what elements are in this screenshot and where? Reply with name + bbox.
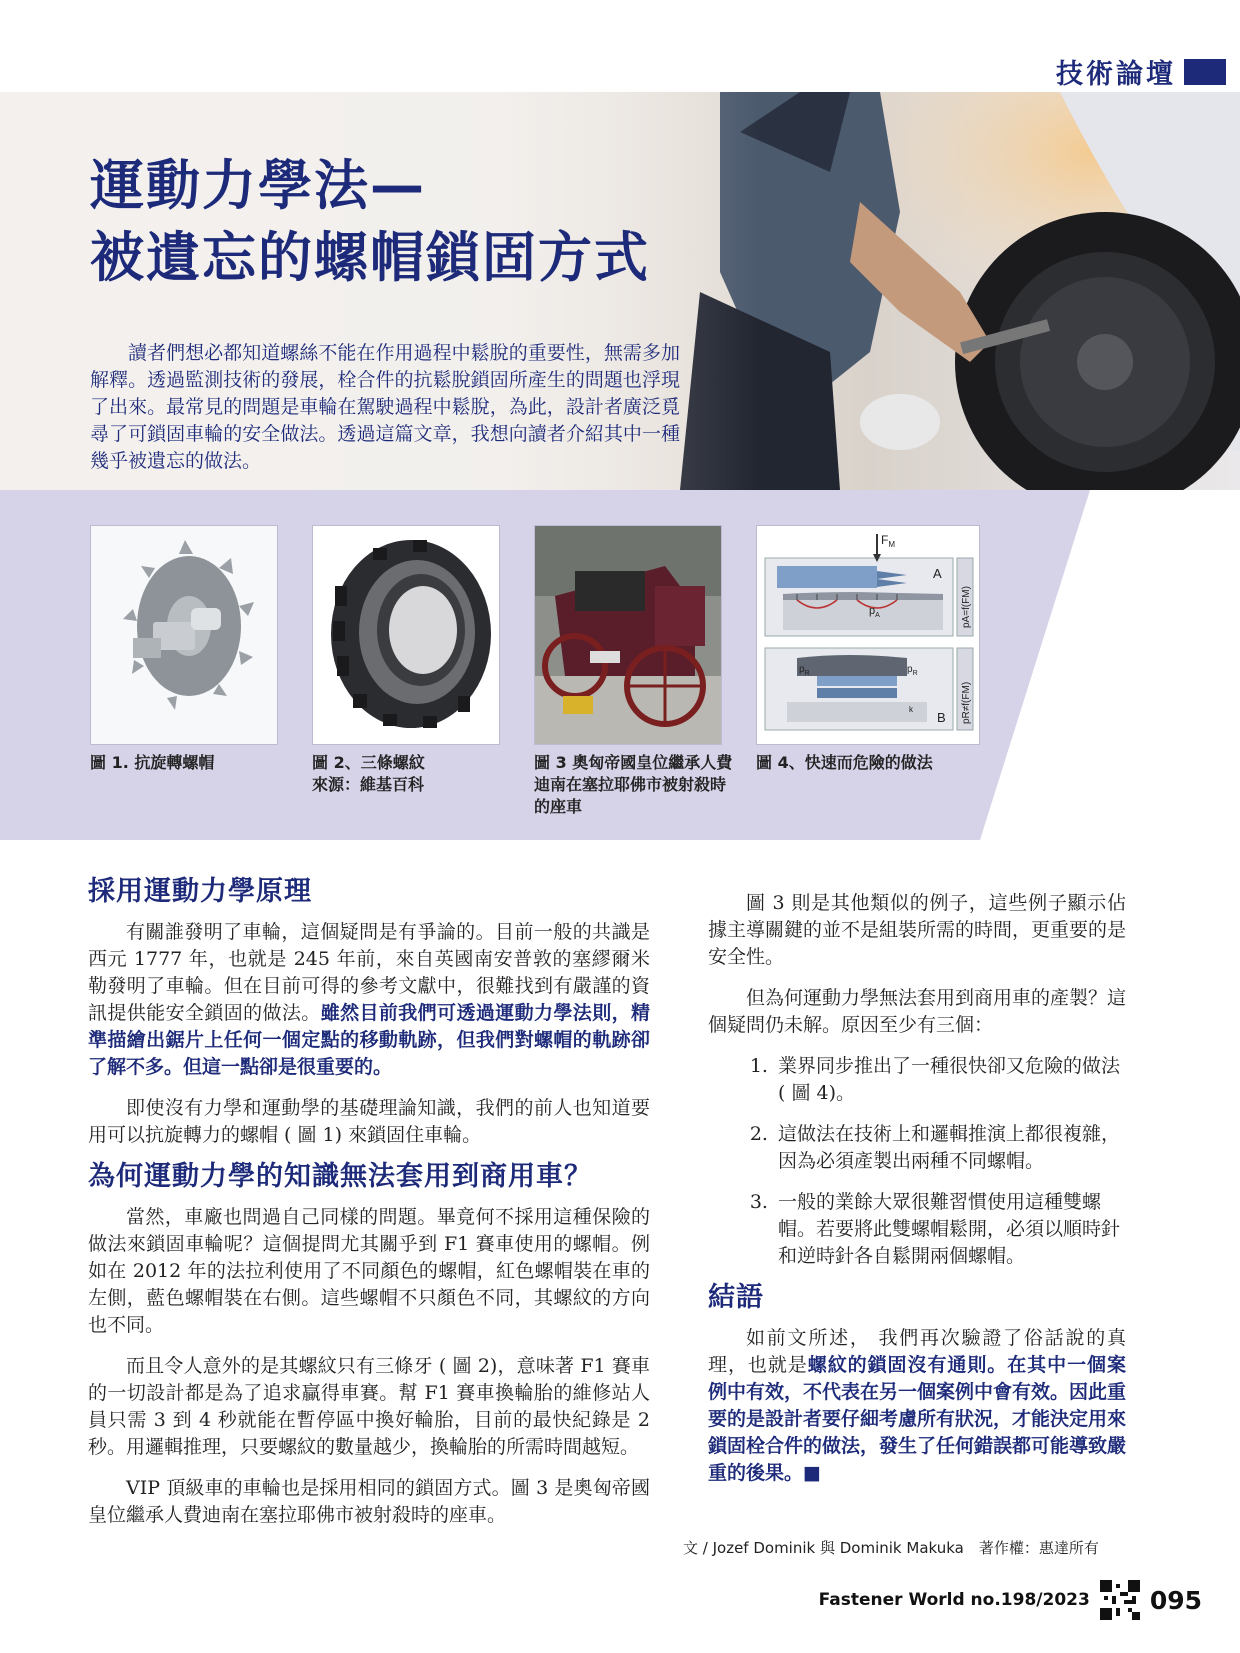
section-bar xyxy=(1184,59,1226,85)
label-a: A xyxy=(933,566,942,581)
side-label-bottom: pR≠f(FM) xyxy=(961,681,972,724)
title-line-2: 被遺忘的螺帽鎖固方式 xyxy=(90,226,650,289)
qr-code-icon xyxy=(1100,1580,1140,1620)
intro-text: 讀者們想必都知道螺絲不能在作用過程中鬆脫的重要性，無需多加解釋。透過監測技術的發展，栓合件的抗鬆脫鎖固所產生的問題也浮現了出來。最常見的問題是車輪在駕駛過程中鬆脫，為此，設計者廣泛覓尋了可鎖固車輪的安全做法。透過這篇文章，我想向讀者介紹其中一種幾乎被遺忘的做法。 xyxy=(90,342,680,472)
anti-rotation-nut-image xyxy=(91,526,277,744)
heading-conclusion: 結語 xyxy=(708,1282,764,1313)
paragraph-8-text: 如前文所述， 我們再次驗證了俗話說的真理，也就是 xyxy=(708,1327,1126,1376)
paragraph-8 xyxy=(708,1325,1126,1487)
nut-pressure-diagram xyxy=(757,526,979,744)
article-title xyxy=(90,150,650,294)
list-item: 3. 一般的業餘大眾很難習慣使用這種雙螺帽。若要將此雙螺帽鬆開，必須以順時針和逆時針各自鬆開兩個螺帽。 xyxy=(774,1189,1126,1270)
section-label: 技術論壇 xyxy=(1056,59,1176,90)
figure-2-caption-text: 圖 2、三條螺紋 來源：維基百科 xyxy=(312,753,425,794)
ferdinand-car-photo xyxy=(535,526,721,744)
section-tag xyxy=(1056,52,1226,91)
pr-label-left: p xyxy=(799,664,805,675)
paragraph-1-text: 有關誰發明了車輪，這個疑問是有爭論的。目前一般的共識是西元 1777 年，也就是 245 年前，來自英國南安普敦的塞繆爾米勒發明了車輪。但在目前可得的參考文獻中，很難找到有嚴謹的資訊提供能安全鎖固的做法。 xyxy=(88,921,650,1024)
left-column xyxy=(88,878,650,1543)
k-label: k xyxy=(909,705,913,714)
force-subscript: M xyxy=(888,540,896,549)
label-b: B xyxy=(937,710,946,725)
reasons-list xyxy=(708,1053,1126,1270)
paragraph-7: 但為何運動力學無法套用到商用車的產製？這個疑問仍未解。原因至少有三個： xyxy=(708,987,1127,1036)
figure-4-caption: 圖 4、快速而危險的做法 xyxy=(756,753,933,772)
force-label: F xyxy=(881,533,889,547)
paragraph-1-highlight: 雖然目前我們可透過運動力學法則，精準描繪出鋸片上任何一個定點的移動軌跡，但我們對螺帽的軌跡卻了解不多。但這一點卻是很重要的。 xyxy=(88,1002,650,1078)
band-slant xyxy=(980,490,1240,840)
figure-1 xyxy=(90,525,278,745)
pr-sub-left: R xyxy=(804,670,810,677)
pr-label-right: p xyxy=(907,664,913,675)
three-thread-nut-image xyxy=(313,526,499,744)
page-number: 095 xyxy=(1149,1585,1202,1615)
paragraph-2: 即使沒有力學和運動學的基礎理論知識，我們的前人也知道要用可以抗旋轉力的螺帽 ( 圖 1) 來鎖固住車輪。 xyxy=(88,1097,650,1146)
paragraph-4: 而且令人意外的是其螺紋只有三條牙 ( 圖 2)，意味著 F1 賽車的一切設計都是為了追求贏得車賽。幫 F1 賽車換輪胎的維修站人員只需 3 到 4 秒就能在暫停區中換好輪胎，目前的最快紀錄是 2 秒。用邏輯推理，只要螺紋的數量越少，換輪胎的所需時間越短。 xyxy=(88,1355,650,1458)
pr-sub-right: R xyxy=(912,670,918,677)
heading-why-not-commercial: 為何運動力學的知識無法套用到商用車？ xyxy=(88,1161,592,1192)
side-label-top: pA=f(FM) xyxy=(961,586,972,628)
figure-4 xyxy=(756,525,980,745)
page-footer xyxy=(819,1580,1202,1620)
figure-2 xyxy=(312,525,500,745)
pa-label: p xyxy=(869,605,876,617)
intro-paragraph xyxy=(90,340,680,475)
list-item: 2. 這做法在技術上和邏輯推演上都很複雜，因為必須產製出兩種不同螺帽。 xyxy=(774,1121,1126,1175)
right-column xyxy=(708,890,1126,1501)
paragraph-1 xyxy=(88,919,650,1081)
paragraph-3: 當然，車廠也問過自己同樣的問題。畢竟何不採用這種保險的做法來鎖固車輪呢？這個提問尤其關乎到 F1 賽車使用的螺帽。例如在 2012 年的法拉利使用了不同顏色的螺帽，紅色螺帽裝在車的左側，藍色螺帽裝在右側。這些螺帽不只顏色不同，其螺紋的方向也不同。 xyxy=(88,1206,650,1336)
figure-3-caption: 圖 3 奧匈帝國皇位繼承人費迪南在塞拉耶佛市被射殺時的座車 xyxy=(534,753,733,816)
magazine-name: Fastener World no.198/2023 xyxy=(818,1590,1090,1610)
heading-kinematics: 採用運動力學原理 xyxy=(88,876,312,907)
figure-1-caption: 圖 1. 抗旋轉螺帽 xyxy=(90,753,215,772)
list-item: 1. 業界同步推出了一種很快卻又危險的做法 ( 圖 4)。 xyxy=(774,1053,1126,1107)
byline: 文 / Jozef Dominik 與 Dominik Makuka 著作權：惠達所有 xyxy=(683,1539,1099,1557)
title-line-1: 運動力學法— xyxy=(90,154,426,217)
paragraph-6: 圖 3 則是其他類似的例子，這些例子顯示佔據主導關鍵的並不是組裝所需的時間，更重要的是安全性。 xyxy=(708,892,1127,968)
hero-banner xyxy=(0,92,1240,490)
figure-3 xyxy=(534,525,722,745)
paragraph-5: VIP 頂級車的車輪也是採用相同的鎖固方式。圖 3 是奧匈帝國皇位繼承人費迪南在塞拉耶佛市被射殺時的座車。 xyxy=(88,1477,650,1526)
figure-2-caption xyxy=(312,752,512,796)
pa-subscript: A xyxy=(875,612,880,619)
paragraph-8-highlight: 螺紋的鎖固沒有通則。在其中一個案例中有效，不代表在另一個案例中會有效。因此重要的是設計者要仔細考慮所有狀況，才能決定用來鎖固栓合件的做法，發生了任何錯誤都可能導致嚴重的後果。■ xyxy=(708,1354,1127,1484)
